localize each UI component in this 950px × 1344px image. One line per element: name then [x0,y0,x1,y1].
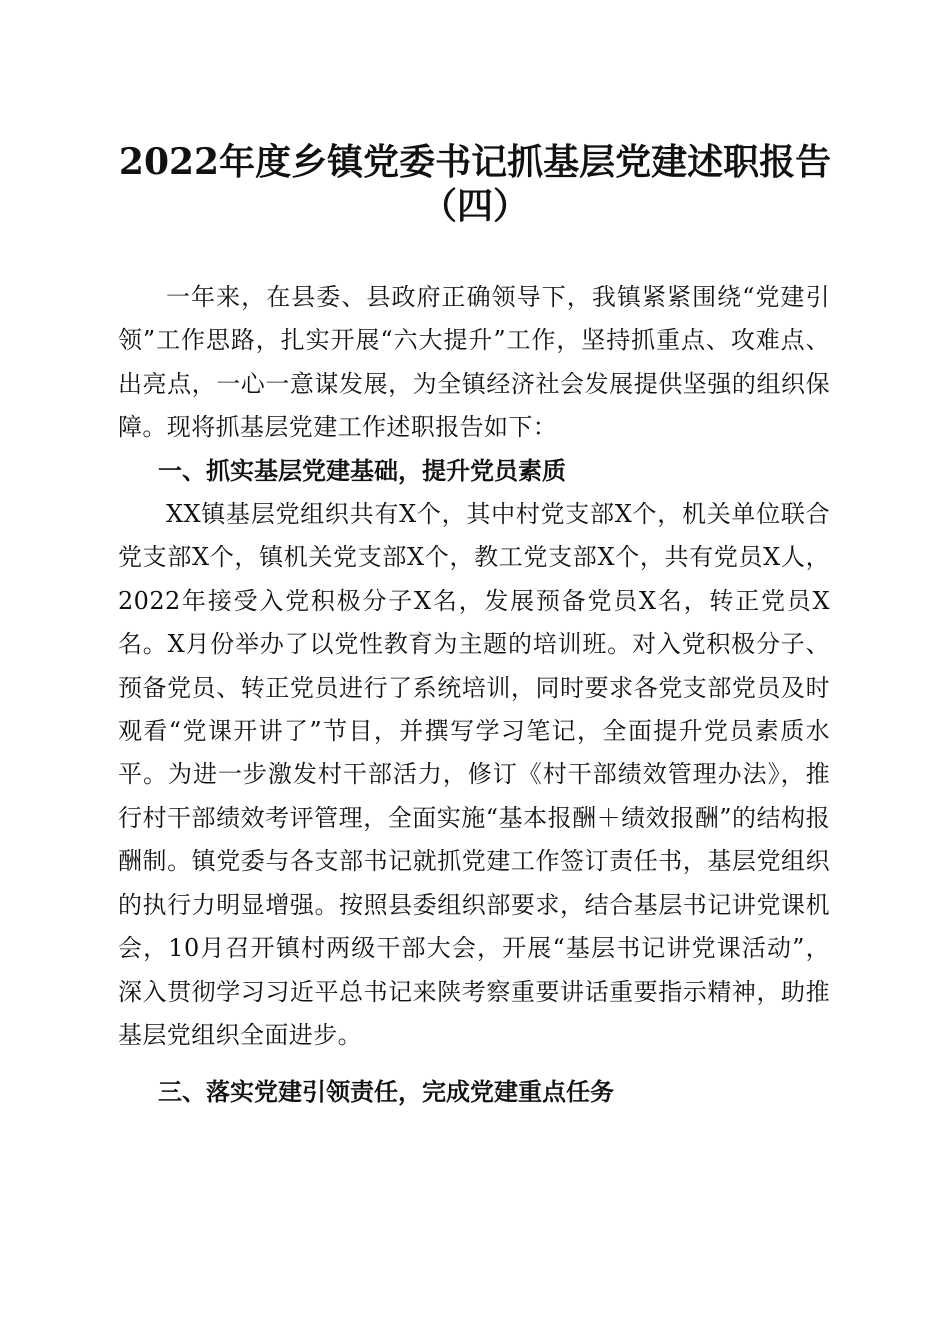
document-body [118,276,830,1115]
section-heading-1: 一、抓实基层党建基础，提升党员素质 [158,456,566,485]
document-title-number: （四） [420,185,529,227]
intro-paragraph: 一年来，在县委、县政府正确领导下，我镇紧紧围绕“党建引领”工作思路，扎实开展“六大提升”工作，坚持抓重点、攻难点、出亮点，一心一意谋发展，为全镇经济社会发展提供坚强的组织保障。现将抓基层党建工作述职报告如下： [118,283,830,442]
section-heading-3: 三、落实党建引领责任，完成党建重点任务 [158,1078,614,1107]
document-title: 2022年度乡镇党委书记抓基层党建述职报告 [118,141,832,183]
section-1-paragraph: XX镇基层党组织共有X个，其中村党支部X个，机关单位联合党支部X个，镇机关党支部X个，教工党支部X个，共有党员X人，2022年接受入党积极分子X名，发展预备党员X名，转正党员X名。X月份举办了以党性教育为主题的培训班。对入党积极分子、预备党员、转正党员进行了系统培训，同时要求各党支部党员及时观看“党课开讲了”节目，并撰写学习笔记，全面提升党员素质水平。为进一步激发村干部活力，修订《村干部绩效管理办法》，推行村干部绩效考评管理，全面实施“基本报酬＋绩效报酬”的结构报酬制。镇党委与各支部书记就抓党建工作签订责任书，基层党组织的执行力明显增强。按照县委组织部要求，结合基层书记讲党课机会，10月召开镇村两级干部大会，开展“基层书记讲党课活动”，深入贯彻学习习近平总书记来陕考察重要讲话重要指示精神，助推基层党组织全面进步。 [118,500,830,1049]
